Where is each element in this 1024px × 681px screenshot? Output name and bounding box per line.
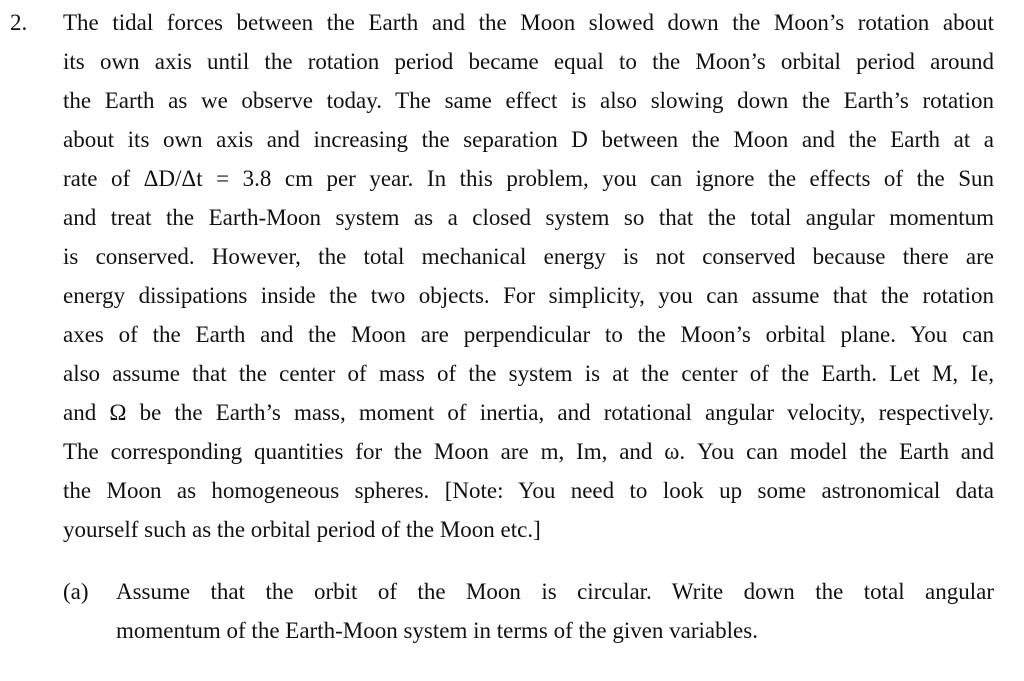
problem-number: 2. xyxy=(10,10,28,35)
subpart-line: Assume that the orbit of the Moon is circular. Write down the total angular xyxy=(116,579,994,604)
problem-line: and treat the Earth-Moon system as a closed system so that the total angular momentum xyxy=(63,205,994,230)
subpart-label: (a) xyxy=(63,579,89,604)
problem-statement xyxy=(63,3,994,549)
problem-line: also assume that the center of mass of the system is at the center of the Earth. Let M, Ie, xyxy=(63,361,994,386)
problem-line: yourself such as the orbital period of the Moon etc.] xyxy=(63,517,541,542)
problem-line: is conserved. However, the total mechanical energy is not conserved because there are xyxy=(63,244,994,269)
problem-line: The tidal forces between the Earth and the Moon slowed down the Moon’s rotation about xyxy=(63,10,994,35)
problem-line: The corresponding quantities for the Moon are m, Im, and ω. You can model the Earth and xyxy=(63,439,994,464)
problem-line: its own axis until the rotation period became equal to the Moon’s orbital period around xyxy=(63,49,994,74)
problem-line: rate of ΔD/Δt = 3.8 cm per year. In this problem, you can ignore the effects of the Sun xyxy=(63,166,994,191)
problem-line: and Ω be the Earth’s mass, moment of inertia, and rotational angular velocity, respectively. xyxy=(63,400,994,425)
problem-line: the Earth as we observe today. The same effect is also slowing down the Earth’s rotation xyxy=(63,88,994,113)
subpart-text xyxy=(116,572,994,650)
problem-line: the Moon as homogeneous spheres. [Note: You need to look up some astronomical data xyxy=(63,478,994,503)
problem-line: energy dissipations inside the two objects. For simplicity, you can assume that the rotation xyxy=(63,283,994,308)
subpart-line: momentum of the Earth-Moon system in terms of the given variables. xyxy=(116,618,758,643)
problem-line: axes of the Earth and the Moon are perpendicular to the Moon’s orbital plane. You can xyxy=(63,322,994,347)
problem-line: about its own axis and increasing the separation D between the Moon and the Earth at a xyxy=(63,127,994,152)
